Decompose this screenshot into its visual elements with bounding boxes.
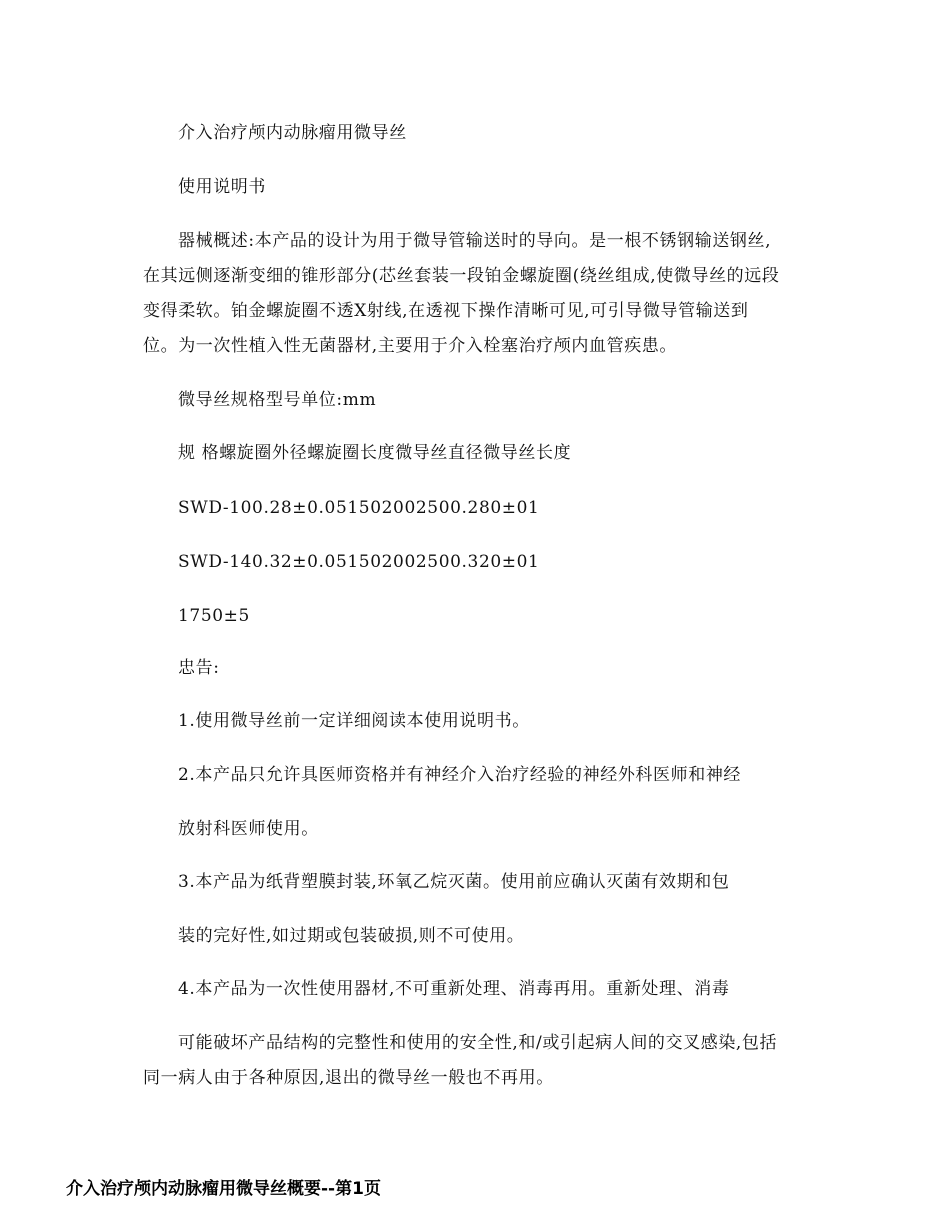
warning-item-2: 2.本产品只允许具医师资格并有神经介入治疗经验的神经外科医师和神经 — [178, 765, 742, 785]
overview-line-3: 变得柔软。铂金螺旋圈不透X射线,在透视下操作清晰可见,可引导微导管输送到 — [143, 301, 749, 321]
warning-item-3-cont: 装的完好性,如过期或包装破损,则不可使用。 — [178, 926, 525, 946]
overview-line-2: 在其远侧逐渐变细的锥形部分(芯丝套装一段铂金螺旋圈(绕丝组成,使微导丝的远段 — [143, 266, 780, 286]
warning-item-2-cont: 放射科医师使用。 — [178, 819, 319, 839]
warning-item-1: 1.使用微导丝前一定详细阅读本使用说明书。 — [178, 711, 530, 731]
closing-line-1: 可能破坏产品结构的完整性和使用的安全性,和/或引起病人间的交叉感染,包括 — [178, 1033, 778, 1053]
spec-row-3: 1750±5 — [178, 606, 250, 626]
warning-item-3: 3.本产品为纸背塑膜封装,环氧乙烷灭菌。使用前应确认灭菌有效期和包 — [178, 872, 730, 892]
overview-line-4: 位。为一次性植入性无菌器材,主要用于介入栓塞治疗颅内血管疾患。 — [143, 336, 678, 356]
spec-row-1: SWD-100.28±0.051502002500.280±01 — [178, 498, 540, 518]
warning-heading: 忠告: — [178, 658, 220, 678]
warning-item-4: 4.本产品为一次性使用器材,不可重新处理、消毒再用。重新处理、消毒 — [178, 979, 730, 999]
overview-line-1: 器械概述:本产品的设计为用于微导管输送时的导向。是一根不锈钢输送钢丝, — [178, 231, 772, 251]
document-title: 介入治疗颅内动脉瘤用微导丝 — [178, 123, 407, 143]
spec-unit: 微导丝规格型号单位:mm — [178, 390, 377, 410]
closing-line-2: 同一病人由于各种原因,退出的微导丝一般也不再用。 — [143, 1068, 554, 1088]
document-subtitle: 使用说明书 — [178, 177, 266, 197]
spec-row-2: SWD-140.32±0.051502002500.320±01 — [178, 552, 540, 572]
page-footer: 介入治疗颅内动脉瘤用微导丝概要--第1页 — [66, 1179, 381, 1199]
spec-header: 规 格螺旋圈外径螺旋圈长度微导丝直径微导丝长度 — [178, 443, 572, 463]
